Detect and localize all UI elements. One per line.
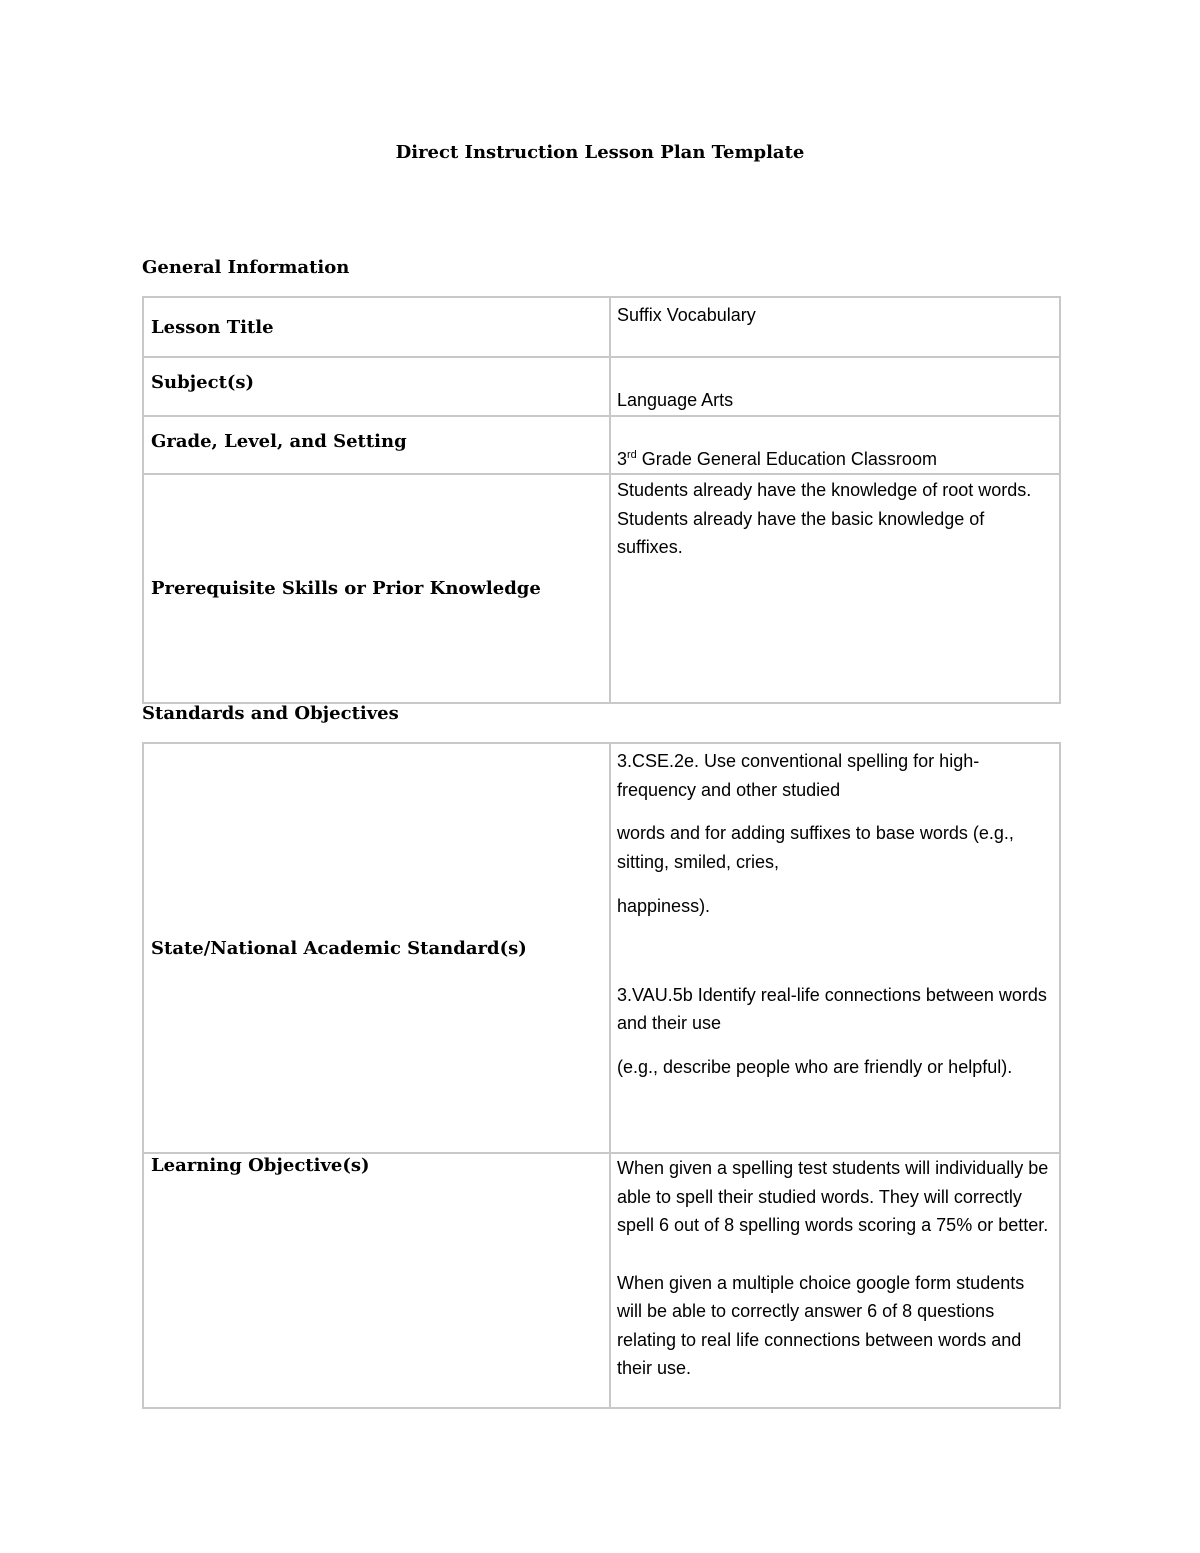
lesson-title-label: Lesson Title: [143, 297, 610, 357]
standard-paragraph: 3.VAU.5b Identify real-life connections between words and their use: [617, 984, 1047, 1033]
general-information-heading: General Information: [142, 257, 350, 278]
standard-paragraph: (e.g., describe people who are friendly or helpful).: [617, 1056, 1013, 1077]
standard-paragraph: 3.CSE.2e. Use conventional spelling for high-frequency and other studied: [617, 751, 980, 800]
learning-objectives-label: Learning Objective(s): [143, 1153, 610, 1408]
prerequisite-line: Students already have the basic knowledge of suffixes.: [617, 508, 985, 557]
standards-label: State/National Academic Standard(s): [143, 743, 610, 1153]
grade-level-setting-label: Grade, Level, and Setting: [143, 416, 610, 475]
standards-objectives-heading: Standards and Objectives: [142, 703, 399, 724]
standards-value: [610, 743, 1060, 1153]
table-row-grade-level-setting: [143, 416, 1060, 475]
learning-objectives-value: [610, 1153, 1060, 1408]
prerequisite-skills-value: [610, 474, 1060, 703]
table-row-subjects: [143, 357, 1060, 416]
table-row-lesson-title: [143, 297, 1060, 357]
table-row-standards: [143, 743, 1060, 1153]
lesson-title-value: Suffix Vocabulary: [610, 297, 1060, 357]
objective-paragraph: When given a multiple choice google form students will be able to correctly answer 6 of 8 questions relating to real life connections between words and their use.: [617, 1272, 1025, 1378]
general-information-table: [142, 296, 1061, 704]
standard-paragraph: words and for adding suffixes to base words (e.g., sitting, smiled, cries,: [617, 823, 1014, 872]
table-row-prerequisite-skills: [143, 474, 1060, 703]
standard-paragraph: happiness).: [617, 896, 711, 916]
subjects-label: Subject(s): [143, 357, 610, 416]
objective-paragraph: When given a spelling test students will individually be able to spell their studied words. They will correctly spell 6 out of 8 spelling words scoring a 75% or better.: [617, 1158, 1049, 1235]
table-row-learning-objectives: [143, 1153, 1060, 1408]
prerequisite-line: Students already have the knowledge of root words.: [617, 480, 1032, 500]
document-title: Direct Instruction Lesson Plan Template: [395, 142, 805, 163]
prerequisite-skills-label: Prerequisite Skills or Prior Knowledge: [143, 474, 610, 703]
subjects-value: Language Arts: [610, 357, 1060, 416]
grade-level-setting-value: 3rd Grade General Education Classroom: [610, 416, 1060, 475]
standards-objectives-table: [142, 742, 1061, 1409]
